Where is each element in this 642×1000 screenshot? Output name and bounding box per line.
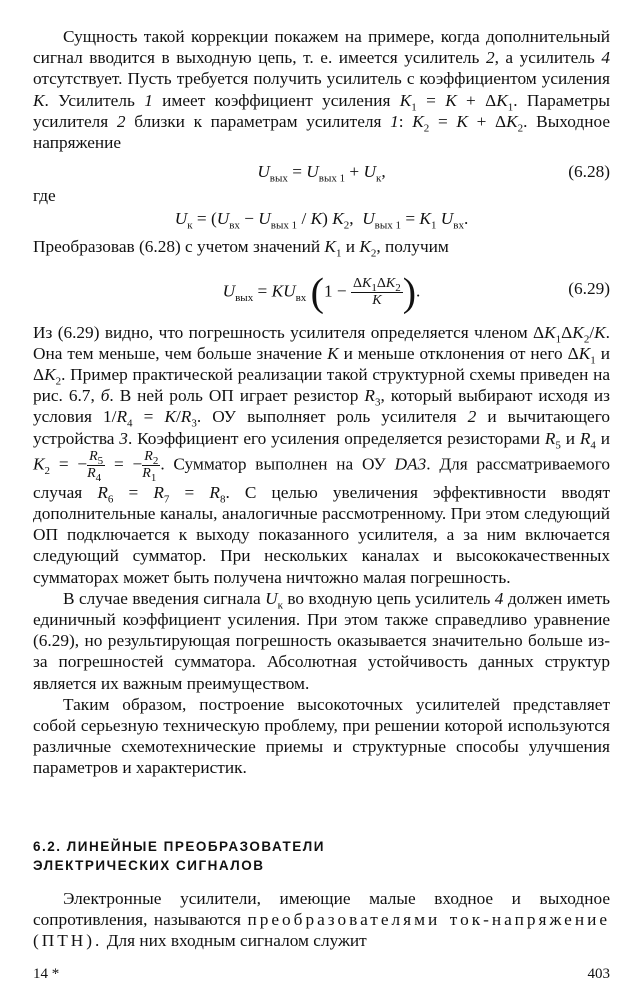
paragraph-1: Сущность такой коррекции покажем на примере, когда дополнительный сигнал вводится в выходную цепь, т. е. имеется усилитель 2, а усилитель 4 отсутствует. Пусть требуется получить усилитель с коэффициентом усиления K. Усилитель 1 имеет коэффициент усиления $K_1 = K + \Delta K_1$. Параметры усилителя 2 близки к параметрам усилителя 1: $K_2 = K + \Delta K_2$. Выходное напряжение	[33, 27, 611, 153]
section-heading-line-2: ЭЛЕКТРИЧЕСКИХ СИГНАЛОВ	[33, 858, 265, 873]
section-heading-line-1: 6.2. ЛИНЕЙНЫЕ ПРЕОБРАЗОВАТЕЛИ	[33, 839, 325, 854]
equation-6-28	[33, 159, 610, 185]
equation-6-28-number: (6.28)	[568, 162, 610, 182]
section-heading	[33, 837, 610, 875]
equation-uk	[33, 206, 610, 232]
equation-6-29-number: (6.29)	[568, 278, 610, 298]
where-label: где	[33, 186, 56, 206]
paragraph-6-term: преобразователями ток-напряжение (ПТН).	[33, 910, 610, 951]
paragraph-3: Из (6.29) видно, что погрешность усилителя определяется членом $\Delta K_1\Delta K_2/K$. Она тем меньше, чем больше значение K и меньше отклонения от него $\Delta K_1$ и $\Delta K_2$. Пример практической реализации такой структурной схемы приведен на рис. 6.7, б. В ней роль ОП играет резистор $R_3$, который выбирают исходя из условия $1/R_4 = K/R_3$. ОУ выполняет роль усилителя 2 и вычитающего устройства 3. Коэффициент его усиления определяется резисторами $R_5$ и $R_4$ и $K_2$ = − $\frac{R_5}{R_4}$ = − $\frac{R_2}{R_1}$ . Сумматор выполнен на ОУ DA3. Для рассматриваемого случая $R_6 = R_7 = R_8$. С целью увеличения эффективности вводят дополнительные каналы, аналогичные рассмотренному. При этом следующий ОП подключается к выходу показанного усилителя, а за ним включается следующий сумматор. При нескольких каналах и высококачественных сумматорах может быть получена ничтожно малая погрешность.	[33, 322, 611, 587]
paragraph-4: В случае введения сигнала $U_к$ во входную цепь усилитель 4 должен иметь единичный коэффициент усиления. При этом также справедливо уравнение (6.29), но результирующая погрешность оказывается значительно больше из-за погрешностей сумматора. Абсолютная устойчивость данных структур является их важным преимуществом.	[33, 588, 610, 693]
paragraph-6-end: Для них входным сигналом служит	[106, 931, 367, 951]
paragraph-5: Таким образом, построение высокоточных усилителей представляет собой серьезную техническую проблему, при решении которой используются различные схемотехнические приемы и структурные способы улучшения параметров и характеристик.	[33, 694, 610, 778]
equation-uk-formula: $U_к = (U_{вх} - U_{вых 1} / K)$ $K_2$, $U_{вых 1} = K_1$ $U_{вх}$.	[174, 209, 469, 232]
signature-mark: 14 *	[33, 966, 60, 982]
equation-6-29	[33, 264, 610, 316]
body-text-top	[33, 26, 610, 779]
equation-6-28-formula: $U_{вых} = U_{вых 1} + U_к$,	[257, 162, 386, 185]
paragraph-6	[33, 888, 610, 952]
page-number: 403	[587, 966, 610, 982]
equation-6-29-formula: $U_{вых} = KU_{вх}$ (1 − $\frac{\Delta K_1\Delta K_2}{K}$ ).	[222, 269, 421, 315]
paragraph-2: Преобразовав (6.28) с учетом значений $K_1$ и $K_2$, получим	[33, 237, 449, 260]
paragraph-6-start: Электронные усилители, имеющие малые входное и выходное сопротивления, называются	[33, 889, 610, 930]
body-text-bottom	[33, 888, 610, 952]
